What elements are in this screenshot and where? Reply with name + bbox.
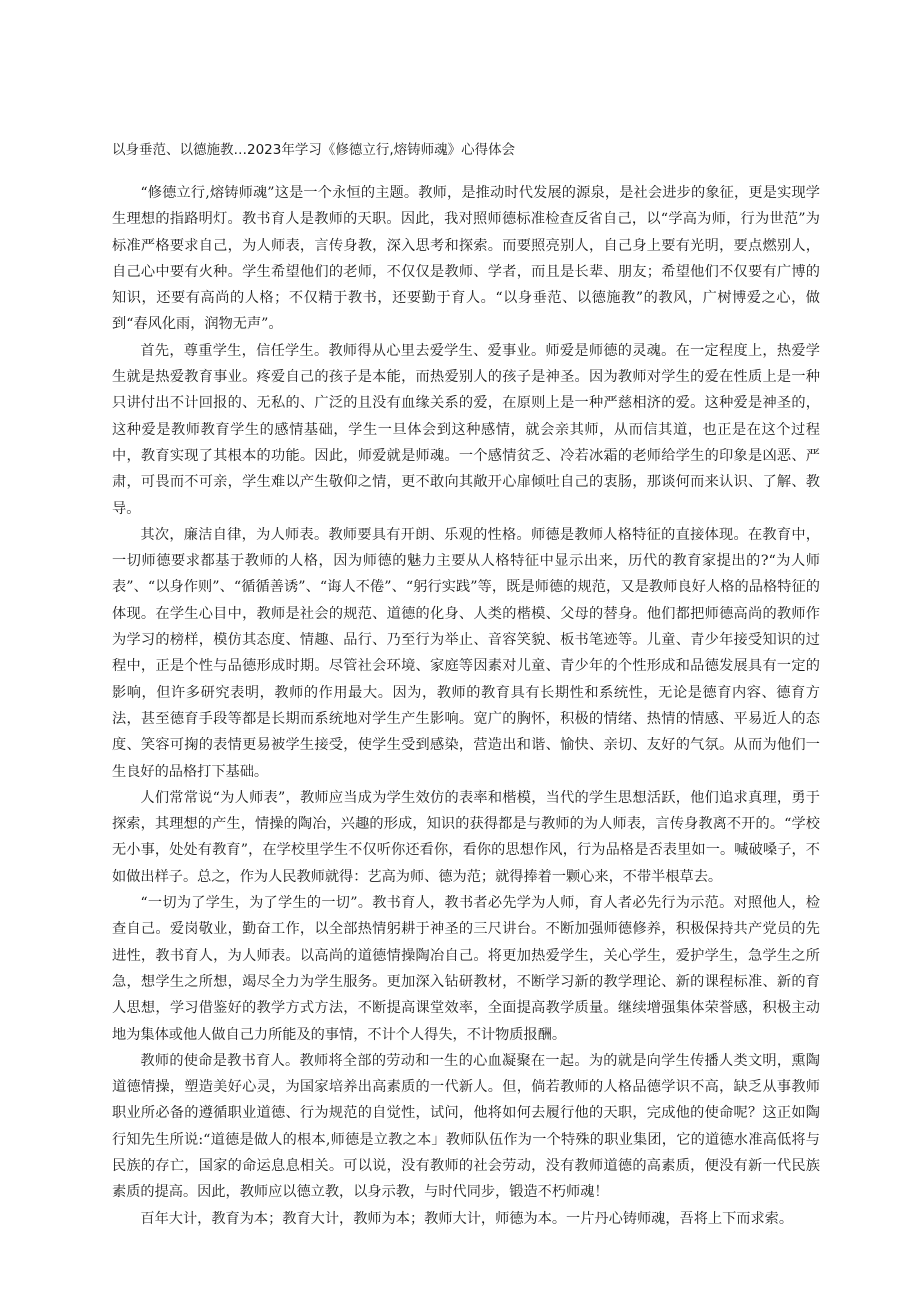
document-page — [112, 140, 820, 1232]
paragraph-2: 首先，尊重学生，信任学生。教师得从心里去爱学生、爱事业。师爱是师德的灵魂。在一定程度上，热爱学生就是热爱教育事业。疼爱自己的孩子是本能，而热爱别人的孩子是神圣。因为教师对学生的爱在性质上是一种只讲付出不计回报的、无私的、广泛的且没有血缘关系的爱，在原则上是一种严慈相济的爱。这种爱是神圣的，这种爱是教师教育学生的感情基础，学生一旦体会到这种感情，就会亲其师，从而信其道，也正是在这个过程中，教育实现了其根本的功能。因此，师爱就是师魂。一个感情贫乏、冷若冰霜的老师给学生的印象是凶恶、严肃，可畏而不可亲，学生难以产生敬仰之情，更不敢向其敞开心扉倾吐自己的衷肠，那谈何而来认识、了解、教导。 — [112, 342, 820, 517]
paragraph-6: 教师的使命是教书育人。教师将全部的劳动和一生的心血凝聚在一起。为的就是向学生传播人类文明，熏陶道德情操，塑造美好心灵，为国家培养出高素质的一代新人。但，倘若教师的人格品德学识不高，缺乏从事教师职业所必备的遵循职业道德、行为规范的自觉性，试问，他将如何去履行他的天职，完成他的使命呢？这正如陶行知先生所说:“道德是做人的根本,师德是立教之本」教师队伍作为一个特殊的职业集团，它的道德水准高低将与民族的存亡，国家的命运息息相关。可以说，没有教师的社会劳动，没有教师道德的高素质，便没有新一代民族素质的提高。因此，教师应以德立教，以身示教，与时代同步，锻造不朽师魂！ — [112, 1052, 820, 1201]
paragraph-3: 其次，廉洁自律，为人师表。教师要具有开朗、乐观的性格。师德是教师人格特征的直接体现。在教育中，一切师德要求都基于教师的人格，因为师德的魅力主要从人格特征中显示出来，历代的教育家提出的?“为人师表”、“以身作则”、“循循善诱”、“诲人不倦”、“躬行实践”等，既是师德的规范，又是教师良好人格的品格特征的体现。在学生心目中，教师是社会的规范、道德的化身、人类的楷模、父母的替身。他们都把师德高尚的教师作为学习的榜样，模仿其态度、情趣、品行、乃至行为举止、音容笑貌、板书笔迹等。儿童、青少年接受知识的过程中，正是个性与品德形成时期。尽管社会环境、家庭等因素对儿童、青少年的个性形成和品德发展具有一定的影响，但许多研究表明，教师的作用最大。因为，教师的教育具有长期性和系统性，无论是德育内容、德育方法，甚至德育手段等都是长期而系统地对学生产生影响。宽广的胸怀，积极的情绪、热情的情感、平易近人的态度、笑容可掬的表情更易被学生接受，使学生受到感染，营造出和谐、愉快、亲切、友好的气氛。从而为他们一生良好的品格打下基础。 — [112, 526, 820, 780]
paragraph-7: 百年大计，教育为本；教育大计，教师为本；教师大计，师德为本。一片丹心铸师魂，吾将上下而求索。 — [140, 1210, 794, 1227]
document-title: 以身垂范、以德施教…2023年学习《修德立行,熔铸师魂》心得体会 — [112, 142, 516, 158]
paragraph-5: “一切为了学生，为了学生的一切”。教书育人，教书者必先学为人师，育人者必先行为示范。对照他人，检查自己。爱岗敬业，勤奋工作，以全部热情躬耕于神圣的三尺讲台。不断加强师德修养，积极保持共产党员的先进性，教书育人，为人师表。以高尚的道德情操陶冶自己。将更加热爱学生，关心学生，爱护学生，急学生之所急，想学生之所想，竭尽全力为学生服务。更加深入钻研教材，不断学习新的教学理论、新的课程标准、新的育人思想，学习借鉴好的教学方式方法，不断提高课堂效率，全面提高教学质量。继续增强集体荣誉感，积极主动地为集体或他人做自己力所能及的事情，不计个人得失，不计物质报酬。 — [112, 895, 820, 1043]
paragraph-4: 人们常常说“为人师表”，教师应当成为学生效仿的表率和楷模，当代的学生思想活跃，他们追求真理，勇于探索，其理想的产生，情操的陶冶，兴趣的形成，知识的获得都是与教师的为人师表，言传身教离不开的。“学校无小事，处处有教育”，在学校里学生不仅听你还看你，看你的思想作风，行为品格是否表里如一。喊破嗓子，不如做出样子。总之，作为人民教师就得：艺高为师、德为范；就得捧着一颗心来，不带半根草去。 — [112, 789, 820, 885]
paragraph-1: “修德立行,熔铸师魂”这是一个永恒的主题。教师，是推动时代发展的源泉，是社会进步的象征，更是实现学生理想的指路明灯。教书育人是教师的天职。因此，我对照师德标准检查反省自己，以“学高为师，行为世范”为标准严格要求自己，为人师表，言传身教，深入思考和探索。而要照亮别人，自己身上要有光明，要点燃别人，自己心中要有火种。学生希望他们的老师，不仅仅是教师、学者，而且是长辈、朋友；希望他们不仅要有广博的知识，还要有高尚的人格；不仅精于教书，还要勤于育人。“以身垂范、以德施教”的教风，广树博爱之心，做到“春风化雨，润物无声”。 — [112, 185, 820, 333]
